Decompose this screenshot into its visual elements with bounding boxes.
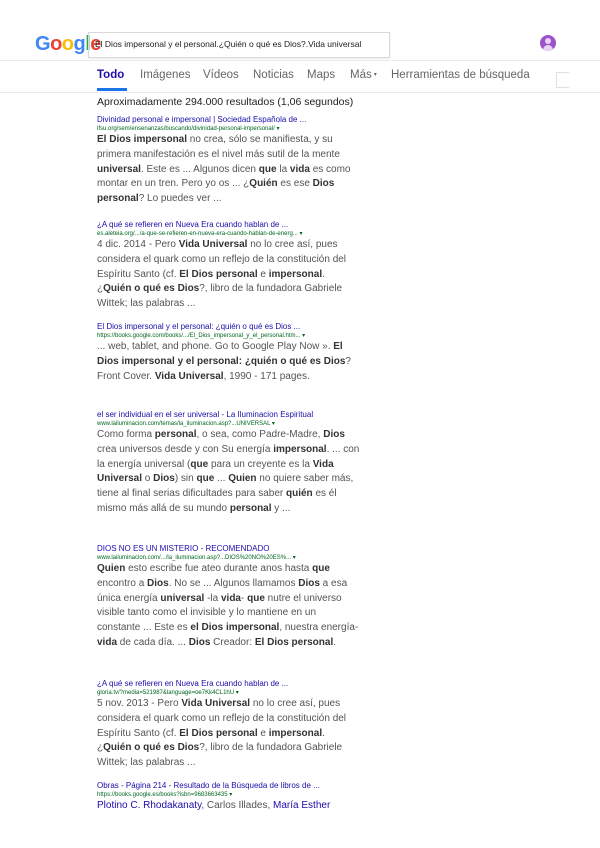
result-title-link[interactable]: Obras - Página 214 - Resultado de la Búsqueda de libros de ...	[97, 781, 320, 790]
dropdown-arrow-icon[interactable]: ▾	[291, 555, 296, 561]
snippet-text: para un creyente es la	[208, 458, 313, 470]
chevron-down-icon: ▾	[373, 72, 377, 78]
result-stats: Aproximadamente 294.000 resultados (1,06 segundos)	[97, 96, 354, 108]
snippet-text: . ¿	[97, 727, 325, 754]
snippet-text: o	[142, 473, 154, 485]
snippet-highlight: que	[258, 163, 277, 175]
active-tab-indicator	[97, 88, 127, 91]
snippet-text: es ese	[277, 178, 313, 190]
tab-todo[interactable]: Todo	[97, 69, 125, 81]
snippet-text: 5 nov. 2013 - Pero	[97, 698, 182, 709]
snippet-highlight: impersonal	[268, 268, 323, 280]
snippet-text: ? Lo puedes ver ...	[138, 193, 222, 205]
tab-noticias[interactable]: Noticias	[253, 69, 294, 81]
avatar-icon[interactable]	[540, 35, 556, 51]
result-snippet	[97, 697, 362, 771]
snippet-text: -la	[204, 592, 221, 604]
snippet-highlight: que	[196, 473, 215, 485]
result-title-link[interactable]: el ser individual en el ser universal - La Iluminacion Espiritual	[97, 410, 314, 419]
tab-mas-label: Más	[350, 69, 372, 81]
snippet-text: e	[257, 268, 269, 280]
dropdown-arrow-icon[interactable]: ▾	[234, 690, 239, 696]
result-snippet	[97, 340, 362, 384]
snippet-text: crea universos desde y con Su energía	[97, 443, 274, 455]
result-snippet	[97, 428, 362, 517]
snippet-highlight: universal	[97, 163, 141, 175]
result-url-text: https://books.google.com/books/.../El_Dios_impersonal_y_el_personal.htm...	[97, 333, 301, 339]
result-snippet	[97, 238, 362, 312]
snippet-highlight: que	[312, 563, 330, 574]
result-url	[97, 689, 362, 697]
result-url	[97, 332, 362, 340]
snippet-text: ...	[214, 473, 229, 485]
settings-panel-edge	[556, 72, 569, 88]
result-url-text: es.aleteia.org/.../a-que-se-refieren-en-nueva-era-cuando-hablan-de-energ...	[97, 231, 298, 237]
snippet-highlight: Vida Universal	[97, 458, 334, 485]
dropdown-arrow-icon[interactable]: ▾	[270, 421, 275, 427]
snippet-highlight: El Dios personal	[179, 727, 258, 739]
snippet-highlight: Vida Universal	[181, 698, 251, 709]
snippet-highlight: Dios	[323, 429, 345, 440]
snippet-text: nutre el universo visible tanto como el invisible y lo mantiene en un constante ... Este es	[97, 592, 342, 634]
snippet-highlight: El Dios personal	[179, 268, 258, 280]
avatar-head	[545, 38, 551, 44]
snippet-text: y ...	[271, 502, 291, 514]
snippet-highlight: Dios	[147, 577, 169, 589]
snippet-text: no lo cree así, pues considera el quark como un reflejo de la constitución del Espíritu Santo (cf.	[97, 698, 347, 739]
tab-mas[interactable]	[350, 69, 377, 81]
snippet-highlight: que	[190, 458, 209, 470]
search-input[interactable]	[89, 33, 391, 55]
result-snippet	[97, 799, 362, 814]
result-title-link[interactable]: El Dios impersonal y el personal: ¿quién o qué es Dios ...	[97, 322, 301, 331]
search-result	[97, 678, 362, 771]
avatar-body	[543, 45, 553, 51]
snippet-highlight: Dios	[188, 636, 211, 648]
snippet-text: la	[276, 163, 290, 175]
snippet-text: encontro a	[97, 577, 148, 589]
dropdown-arrow-icon[interactable]: ▾	[300, 333, 306, 339]
snippet-text: no lo cree así, pues considera el quark como un reflejo de la constitución del Espíritu Santo (cf.	[97, 239, 347, 280]
snippet-highlight: Vida Universal	[154, 370, 224, 382]
snippet-text: . No se ... Algunos llamamos	[168, 577, 299, 589]
logo-letter: G	[35, 33, 51, 55]
snippet-highlight: impersonal	[268, 727, 323, 739]
result-url	[97, 420, 362, 428]
search-header	[0, 0, 600, 61]
result-title-link[interactable]: Divinidad personal e impersonal | Sociedad Española de ...	[97, 115, 307, 124]
result-url	[97, 230, 362, 238]
snippet-text: Creador:	[210, 636, 255, 648]
search-result	[97, 543, 362, 651]
snippet-text: ) sin	[174, 473, 197, 485]
snippet-highlight: personal	[154, 429, 197, 440]
snippet-highlight: Dios	[153, 473, 175, 485]
result-url	[97, 125, 362, 133]
logo-letter: o	[61, 33, 74, 55]
search-result	[97, 219, 362, 312]
snippet-text: es como montar en un tren. Pero yo os ... ¿	[97, 163, 351, 190]
snippet-text: de cada día. ...	[117, 636, 189, 648]
snippet-text: . Este es ... Algunos dicen	[140, 163, 259, 175]
snippet-highlight: vida	[97, 636, 118, 648]
snippet-text: es él mismo más allá de su mundo	[97, 488, 337, 514]
snippet-highlight: universal	[160, 592, 205, 604]
result-title-link[interactable]: ¿A qué se refieren en Nueva Era cuando hablan de ...	[97, 220, 289, 229]
snippet-text: .	[333, 636, 337, 648]
snippet-text: , Carlos Illades,	[201, 800, 274, 811]
tab-videos[interactable]: Vídeos	[203, 69, 239, 81]
dropdown-arrow-icon[interactable]: ▾	[227, 792, 233, 798]
snippet-highlight: vida	[289, 163, 310, 175]
result-url-text: ifsu.org/sem/ensenanzas/buscando/divinidad-personal-impersonal/	[97, 126, 275, 132]
snippet-highlight: Vida Universal	[178, 239, 248, 250]
logo-letter: l	[85, 33, 91, 55]
snippet-text: , nuestra energía-	[279, 622, 359, 634]
result-title-link[interactable]: DIOS NO ES UN MISTERIO - RECOMENDADO	[97, 544, 270, 553]
snippet-highlight: El Dios impersonal y el personal: ¿quién o qué es Dios	[97, 341, 346, 367]
search-result	[97, 114, 362, 207]
search-result	[97, 780, 362, 814]
result-snippet	[97, 562, 362, 651]
snippet-text: no quiere saber más, tiene al final serias dificultades para saber	[97, 473, 354, 500]
search-result	[97, 409, 362, 517]
dropdown-arrow-icon[interactable]: ▾	[297, 231, 303, 237]
logo-letter: g	[73, 33, 86, 55]
snippet-highlight: vida	[220, 592, 241, 604]
snippet-text: ? Front Cover.	[97, 355, 351, 382]
snippet-highlight: El Dios personal	[254, 636, 334, 648]
snippet-text: Como forma	[97, 429, 155, 440]
snippet-highlight: quién	[286, 488, 313, 500]
snippet-text: ?, libro de la fundadora Gabriele Wittek; las palabras ...	[97, 283, 343, 310]
author-link[interactable]: Plotino C. Rhodakanaty	[97, 800, 202, 811]
snippet-text: ?, libro de la fundadora Gabriele Wittek; las palabras ...	[97, 742, 343, 769]
snippet-highlight: el Dios impersonal	[190, 622, 280, 634]
author-link[interactable]: María Esther	[273, 800, 331, 811]
snippet-highlight: Quien	[228, 473, 257, 485]
snippet-highlight: personal	[229, 502, 272, 514]
result-url	[97, 791, 362, 799]
snippet-text: -	[241, 592, 248, 604]
dropdown-arrow-icon[interactable]: ▾	[274, 126, 280, 132]
snippet-highlight: que	[247, 592, 265, 604]
snippet-text: esto escribe fue ateo durante anos hasta	[125, 563, 313, 574]
logo-letter: o	[50, 33, 62, 55]
result-title-link[interactable]: ¿A qué se refieren en Nueva Era cuando hablan de ...	[97, 679, 289, 688]
result-url-text: gloria.tv/?media=521987&language=oe7Kk4CL1hU	[97, 690, 235, 696]
snippet-text: a esa única energía	[97, 577, 348, 604]
snippet-highlight: Quién o qué es Dios	[103, 742, 200, 754]
snippet-text: ... web, tablet, and phone. Go to Google Play Now ».	[97, 341, 334, 352]
snippet-highlight: Quien	[97, 563, 126, 574]
result-url-text: https://books.google.es/books?isbn=9683663435	[97, 792, 228, 798]
tab-maps[interactable]: Maps	[307, 69, 336, 81]
snippet-highlight: Quién o qué es Dios	[103, 283, 200, 295]
tab-imagenes[interactable]: Imágenes	[140, 69, 191, 81]
snippet-text: , 1990 - 171 pages.	[223, 370, 310, 382]
tab-herramientas[interactable]: Herramientas de búsqueda	[391, 69, 530, 81]
snippet-highlight: Dios personal	[97, 178, 335, 205]
result-url-text: www.lailuminacion.com/temas/la_iluminacion.asp?...UNIVERSAL	[97, 421, 271, 427]
snippet-highlight: El Dios impersonal	[97, 134, 188, 145]
snippet-highlight: impersonal	[273, 443, 327, 455]
snippet-text: no crea, sólo se manifiesta, y su primera manifestación es el nivel más sutil de la mente	[97, 134, 340, 160]
snippet-highlight: Dios	[298, 577, 320, 589]
result-url	[97, 554, 362, 562]
result-snippet	[97, 133, 362, 207]
snippet-text: . ... con la energía universal (	[97, 443, 360, 470]
snippet-text: , o sea, como Padre-Madre,	[196, 429, 324, 440]
snippet-text: e	[257, 727, 269, 739]
search-box[interactable]	[88, 32, 390, 58]
search-result	[97, 321, 362, 384]
logo-letter: e	[90, 33, 101, 55]
snippet-text: 4 dic. 2014 - Pero	[97, 239, 179, 250]
result-url-text: www.lailuminacion.com/.../la_iluminacion.asp?...DIOS%20NO%20ES%...	[97, 555, 292, 561]
snippet-highlight: Quién	[249, 178, 278, 190]
snippet-text: . ¿	[97, 268, 325, 295]
search-tabs	[0, 60, 600, 93]
